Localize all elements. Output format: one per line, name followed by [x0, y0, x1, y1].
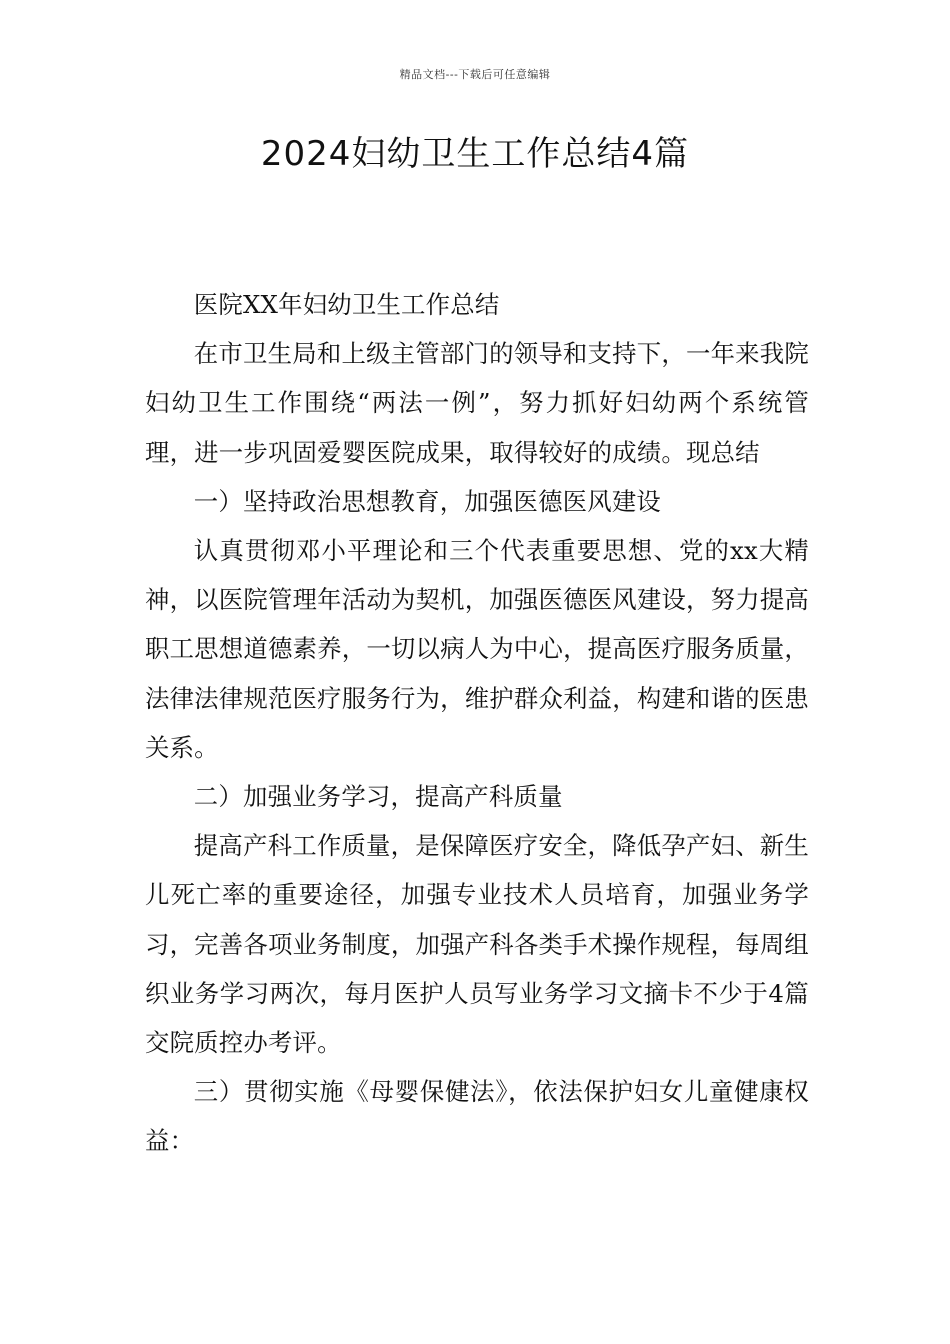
- document-body: [145, 280, 809, 1166]
- section-heading: 医院XX年妇幼卫生工作总结: [193, 290, 500, 319]
- section-heading: 二）加强业务学习，提高产科质量: [193, 782, 563, 812]
- section-heading: 三）贯彻实施《母婴保健法》，依法保护妇女儿童健康权益：: [145, 1077, 809, 1156]
- section-heading: 一）坚持政治思想教育，加强医德医风建设: [193, 486, 662, 516]
- paragraph: 认真贯彻邓小平理论和三个代表重要思想、党的xx大精神，以医院管理年活动为契机，加强医德医风建设，努力提高职工思想道德素养，一切以病人为中心，提高医疗服务质量，法律法律规范医疗服务行为，维护群众利益，构建和谐的医患关系。: [145, 536, 809, 762]
- document-title: 2024妇幼卫生工作总结4篇: [260, 134, 690, 174]
- paragraph: 提高产科工作质量，是保障医疗安全，降低孕产妇、新生儿死亡率的重要途径，加强专业技术人员培育，加强业务学习，完善各项业务制度，加强产科各类手术操作规程，每周组织业务学习两次，每月医护人员写业务学习文摘卡不少于4篇交院质控办考评。: [145, 831, 809, 1058]
- paragraph: 在市卫生局和上级主管部门的领导和支持下，一年来我院妇幼卫生工作围绕“两法一例”，努力抓好妇幼两个系统管理，进一步巩固爱婴医院成果，取得较好的成绩。现总结: [145, 339, 809, 467]
- header-note: 精品文档---下载后可任意编辑: [399, 68, 551, 81]
